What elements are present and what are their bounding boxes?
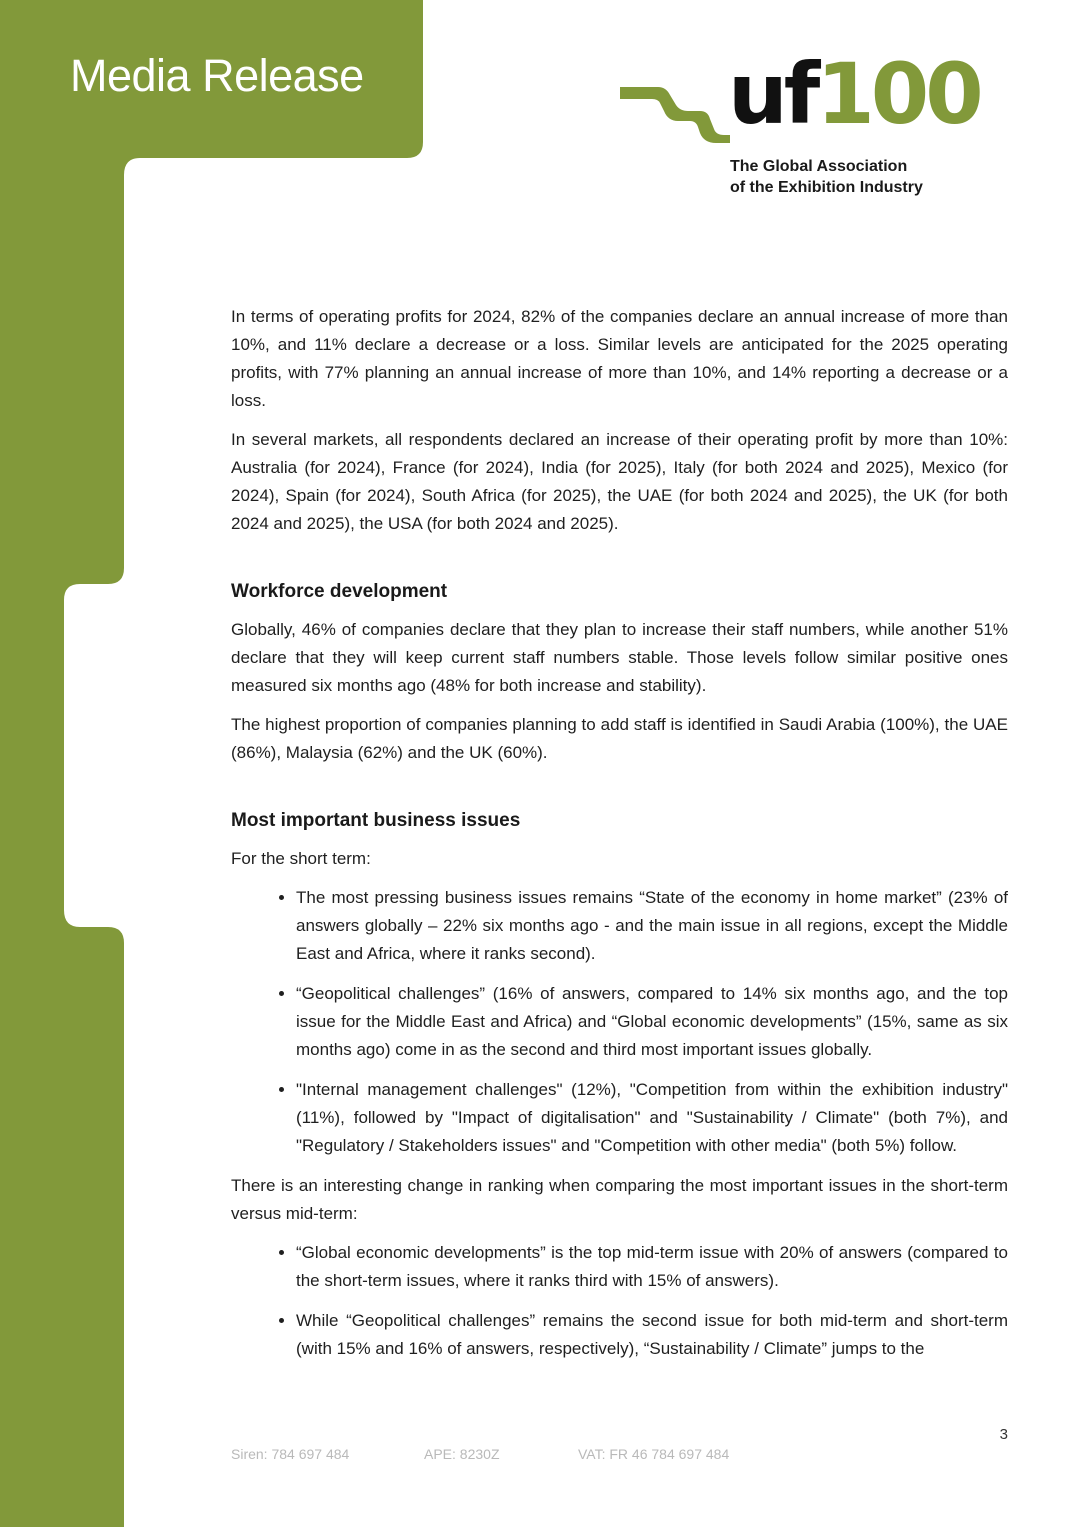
list-item: • While “Geopolitical challenges” remains the second issue for both mid-term and short-term (with 15% and 16% of answers, respectively), “Sustainability / Climate” jumps to the <box>296 1307 1008 1363</box>
ufi-logo <box>620 45 980 200</box>
logo-tagline <box>730 156 923 198</box>
paragraph-markets: In several markets, all respondents declared an increase of their operating profit by more than 10%: Australia (for 2024), France (for 2024), India (for 2025), Italy (for both 2024 and 2025), Mexico (for 2024), Spain (for 2024), South Africa (for 2025), the UAE (for both 2024 and 2025), the UK (for both 2024 and 2025), the USA (for both 2024 and 2025). <box>231 430 1008 533</box>
short-term-issues-list <box>231 884 1008 1160</box>
media-release-title: Media Release <box>70 50 364 101</box>
release-body <box>231 303 1008 1375</box>
list-item: • “Geopolitical challenges” (16% of answers, compared to 14% six months ago, and the top issue for the Middle East and Africa) and “Global economic developments” (15%, same as six months ago) come in as the second and third most important issues globally. <box>296 980 1008 1064</box>
list-item: • The most pressing business issues remains “State of the economy in home market” (23% of answers globally – 22% six months ago - and the main issue in all regions, except the Middle East and Africa, where it ranks second). <box>296 884 1008 968</box>
logo-uf: uf <box>728 45 817 143</box>
paragraph-operating-profits: In terms of operating profits for 2024, 82% of the companies declare an annual increase of more than 10%, and 11% declare a decrease or a loss. Similar levels are anticipated for the 2025 operating profits, with 77% planning an annual increase of more than 10%, and 14% reporting a decrease or a loss. <box>231 307 1008 410</box>
footer-ape: APE: 8230Z <box>424 1446 500 1462</box>
logo-tagline-line-2: of the Exhibition Industry <box>730 179 923 196</box>
logo-tagline-line-1: The Global Association <box>730 158 908 175</box>
paragraph-staff-countries: The highest proportion of companies planning to add staff is identified in Saudi Arabia (100%), the UAE (86%), Malaysia (62%) and the UK (60%). <box>231 715 1008 762</box>
mid-term-issues-list <box>231 1239 1008 1363</box>
list-item: • "Internal management challenges" (12%), "Competition from within the exhibition industry" (11%), followed by "Impact of digitalisation" and "Sustainability / Climate" (both 7%), and "Regulatory / Stakeholders issues" and "Competition with other media" (both 5%) follow. <box>296 1076 1008 1160</box>
list-item: • “Global economic developments” is the top mid-term issue with 20% of answers (compared to the short-term issues, where it ranks third with 15% of answers). <box>296 1239 1008 1295</box>
paragraph-ranking-change: There is an interesting change in ranking when comparing the most important issues in the short-term versus mid-term: <box>231 1176 1008 1223</box>
ribbon-graphic <box>620 85 730 165</box>
footer-vat: VAT: FR 46 784 697 484 <box>578 1446 730 1462</box>
page-number: 3 <box>999 1426 1008 1443</box>
heading-workforce-development: Workforce development <box>231 581 448 602</box>
heading-business-issues: Most important business issues <box>231 810 521 831</box>
paragraph-short-term-intro: For the short term: <box>231 849 371 868</box>
logo-wordmark <box>728 45 980 143</box>
logo-100: 100 <box>816 45 980 143</box>
paragraph-staff-numbers: Globally, 46% of companies declare that they plan to increase their staff numbers, while another 51% declare that they will keep current staff numbers stable. Those levels follow similar positive ones measured six months ago (48% for both increase and stability). <box>231 620 1008 695</box>
footer-siren: Siren: 784 697 484 <box>231 1446 350 1462</box>
